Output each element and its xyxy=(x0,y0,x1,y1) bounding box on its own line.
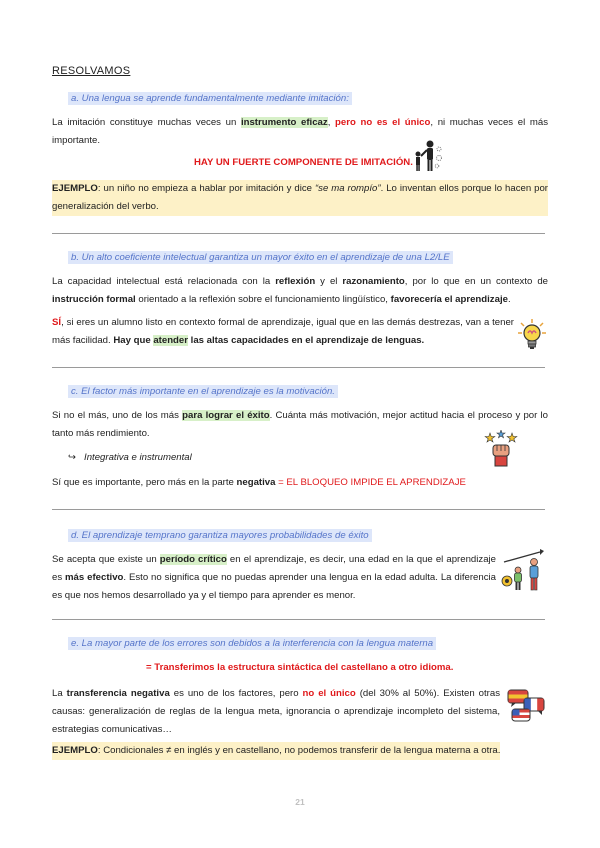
growth-chart-people-icon xyxy=(500,548,546,592)
example-label: EJEMPLO xyxy=(52,183,98,194)
section-c-bullet xyxy=(68,449,192,467)
red-bloqueo: = EL BLOQUEO IMPIDE EL APRENDIZAJE xyxy=(275,477,466,488)
text-run: y el xyxy=(315,276,343,287)
page-number: 21 xyxy=(295,797,305,807)
text-run: (del 30% al 50%). Existen otras causas: generalización de reglas de la lengua meta, ignorancia o aprendizaje incompleto del sistema, estrategias comunicativas… xyxy=(52,688,500,735)
bold-favoreceria: favorecería el aprendizaje xyxy=(390,294,508,305)
bold-hay-que: Hay que xyxy=(113,335,154,346)
text-run: Si no el más, uno de los más xyxy=(52,410,183,421)
section-a-heading-wrap xyxy=(68,88,352,108)
bold-altas-capacidades: las altas capacidades en el aprendizaje de lenguas. xyxy=(187,335,425,346)
highlight-instrumento: instrumento eficaz xyxy=(240,117,328,128)
text-run: : Condicionales ≠ en inglés y en castellano, no podemos transferir de la lengua materna a otra. xyxy=(97,745,501,756)
text-run: Se acepta que existe un xyxy=(52,554,160,565)
section-e-heading-wrap xyxy=(68,633,436,653)
divider xyxy=(52,233,545,234)
text-run: , por lo que en un contexto de xyxy=(404,276,548,287)
section-a-callout: HAY UN FUERTE COMPONENTE DE IMITACIÓN. xyxy=(194,157,413,168)
text-run: . Esto no significa que no puedas aprender una lengua en la edad adulta. La diferencia es que nos hemos desarrollado ya y el tiempo para aprender es menor. xyxy=(52,572,496,601)
section-b-paragraph-2 xyxy=(52,314,514,350)
bullet-text: Integrativa e instrumental xyxy=(84,452,192,463)
text-run: . Cuánta más motivación, mejor actitud hacia el proceso y por lo tanto más rendimiento. xyxy=(52,410,548,439)
section-d-paragraph xyxy=(52,551,496,605)
section-d-heading-wrap xyxy=(68,525,372,545)
bold-negativa: negativa xyxy=(236,477,276,488)
section-a-example xyxy=(52,180,548,216)
flag-speech-bubbles-icon xyxy=(506,688,546,724)
text-run: La capacidad intelectual está relacionada con la xyxy=(52,276,276,287)
section-c-paragraph-2 xyxy=(52,474,466,492)
text-run: La xyxy=(52,688,67,699)
curved-arrow-bullet-icon: ↪ xyxy=(68,452,77,463)
section-d-heading: d. El aprendizaje temprano garantiza mayores probabilidades de éxito xyxy=(68,529,372,542)
section-e-example xyxy=(52,742,500,760)
text-run: en el aprendizaje, es decir, una edad en la que el aprendizaje es xyxy=(52,554,496,583)
example-label: EJEMPLO xyxy=(52,745,98,756)
section-a-heading: a. Una lengua se aprende fundamentalmente mediante imitación: xyxy=(68,92,352,105)
section-b-heading: b. Un alto coeficiente intelectual garantiza un mayor éxito en el aprendizaje de una L2/LE xyxy=(68,251,453,264)
text-run: , ni muchas veces el más importante. xyxy=(52,117,548,146)
text-run: : un niño no empieza a hablar por imitación y dice xyxy=(97,183,315,194)
text-run: , si eres un alumno listo en contexto formal de aprendizaje, igual que en las demás destrezas, van a tener más facilidad. xyxy=(52,317,514,346)
section-a-paragraph xyxy=(52,114,548,150)
section-c-heading: c. El factor más importante en el aprendizaje es la motivación. xyxy=(68,385,338,398)
parent-child-imitation-icon xyxy=(408,139,444,173)
bold-reflexion: reflexión xyxy=(275,276,316,287)
text-run: orientado a la reflexión sobre el funcionamiento lingüístico, xyxy=(135,294,391,305)
page-title: RESOLVAMOS xyxy=(52,65,131,77)
bold-instruccion: instrucción formal xyxy=(52,294,136,305)
text-run: La imitación constituye muchas veces un xyxy=(52,117,241,128)
bold-razonamiento: razonamiento xyxy=(342,276,405,287)
red-si: SÍ xyxy=(52,317,62,328)
bold-transferencia: transferencia negativa xyxy=(66,688,170,699)
text-run: Sí que es importante, pero más en la parte xyxy=(52,477,237,488)
section-e-callout: = Transferimos la estructura sintáctica del castellano a otro idioma. xyxy=(146,662,454,673)
text-run: , xyxy=(327,117,336,128)
highlight-exito: para lograr el éxito xyxy=(182,410,270,421)
divider xyxy=(52,509,545,510)
section-b-paragraph-1 xyxy=(52,273,548,309)
section-c-heading-wrap xyxy=(68,381,338,401)
divider xyxy=(52,367,545,368)
section-b-heading-wrap xyxy=(68,247,453,267)
divider xyxy=(52,619,545,620)
text-run: . xyxy=(507,294,511,305)
red-no-el-unico: no el único xyxy=(302,688,356,699)
example-quote: “se ma rompío” xyxy=(314,183,381,194)
highlight-periodo-critico: período crítico xyxy=(159,554,227,565)
section-e-heading: e. La mayor parte de los errores son debidos a la interferencia con la lengua materna xyxy=(68,637,436,650)
raised-fist-stars-icon xyxy=(484,430,518,468)
red-text-pero: pero no es el único xyxy=(335,117,431,128)
text-run: . Lo inventan ellos porque lo hacen por generalización del verbo. xyxy=(52,183,548,212)
text-run: es uno de los factores, pero xyxy=(169,688,303,699)
section-e-paragraph xyxy=(52,685,500,739)
brain-lightbulb-icon xyxy=(517,318,547,352)
highlight-atender: atender xyxy=(153,335,188,346)
bold-mas-efectivo: más efectivo xyxy=(65,572,124,583)
section-c-paragraph-1 xyxy=(52,407,548,443)
